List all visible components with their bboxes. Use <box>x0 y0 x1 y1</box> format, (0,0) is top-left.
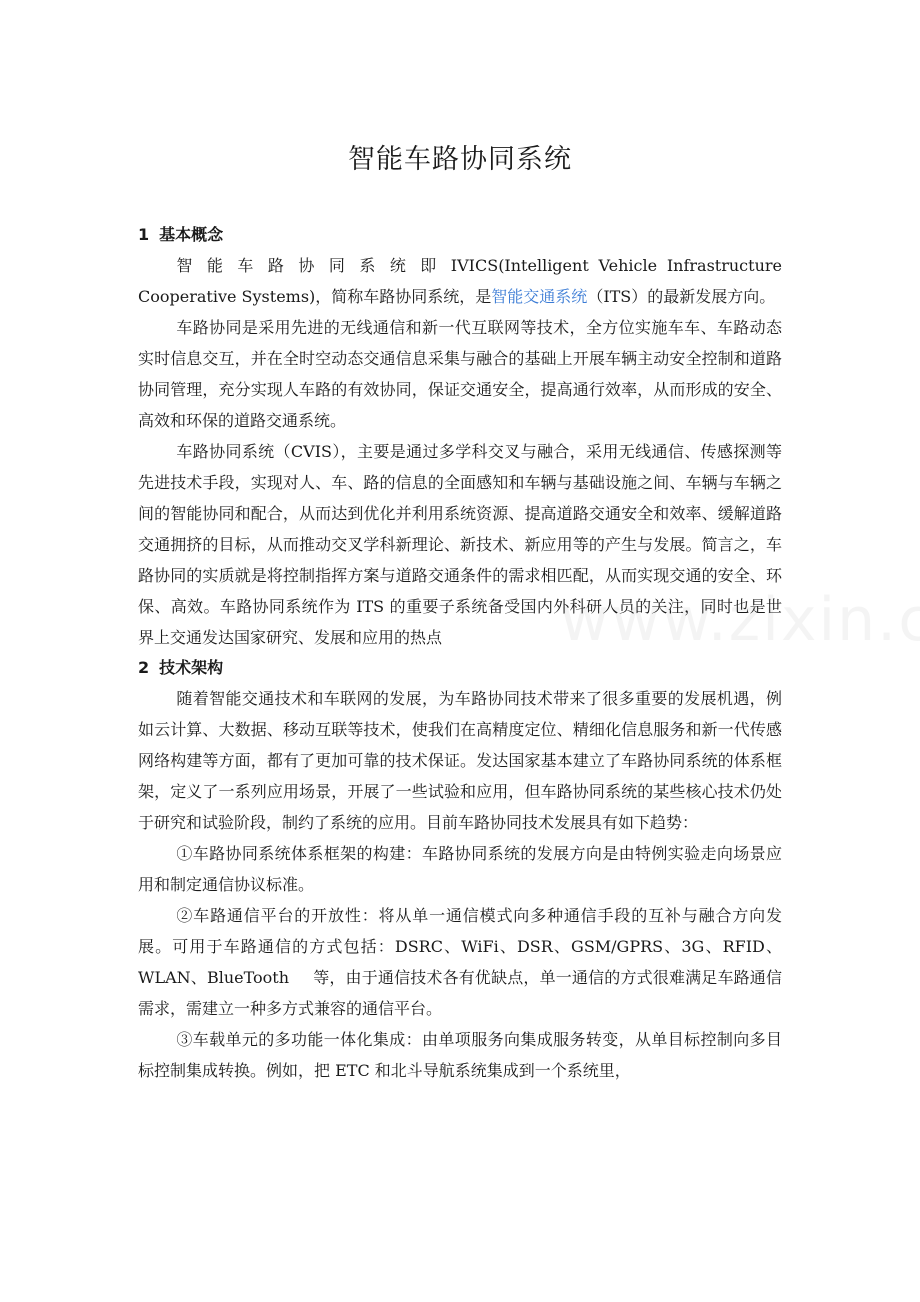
its-link[interactable]: 智能交通系统 <box>491 287 588 306</box>
paragraph: 车路协同是采用先进的无线通信和新一代互联网等技术，全方位实施车车、车路动态实时信息交互，并在全时空动态交通信息采集与融合的基础上开展车辆主动安全控制和道路协同管理，充分实现人车路的有效协同，保证交通安全，提高通行效率，从而形成的安全、高效和环保的道路交通系统。 <box>138 318 782 430</box>
paragraph-text: 智 能 车 路 协 同 系 统 即 IVICS(Intelligent Vehicle Infrastructure Cooperative Systems)，简称车路协同系统，是 <box>138 256 782 306</box>
section-heading-2 <box>138 653 782 683</box>
section-heading-1 <box>138 220 782 250</box>
paragraph <box>138 250 782 312</box>
section-number: 1 <box>138 225 150 244</box>
paragraph: 车路协同系统（CVIS），主要是通过多学科交叉与融合，采用无线通信、传感探测等先进技术手段，实现对人、车、路的信息的全面感知和车辆与基础设施之间、车辆与车辆之间的智能协同和配合，从而达到优化并利用系统资源、提高道路交通安全和效率、缓解道路交通拥挤的目标，从而推动交叉学科新理论、新技术、新应用等的产生与发展。简言之，车路协同的实质就是将控制指挥方案与道路交通条件的需求相匹配，从而实现交通的安全、环保、高效。车路协同系统作为 ITS 的重要子系统备受国内外科研人员的关注，同时也是世界上交通发达国家研究、发展和应用的热点 <box>138 442 782 647</box>
section-number: 2 <box>138 658 150 677</box>
paragraph: 随着智能交通技术和车联网的发展，为车路协同技术带来了很多重要的发展机遇，例如云计算、大数据、移动互联等技术，使我们在高精度定位、精细化信息服务和新一代传感网络构建等方面，都有了更加可靠的技术保证。发达国家基本建立了车路协同系统的体系框架，定义了一系列应用场景，开展了一些试验和应用，但车路协同系统的某些核心技术仍处于研究和试验阶段，制约了系统的应用。目前车路协同技术发展具有如下趋势： <box>138 689 782 832</box>
document-page <box>138 0 782 1086</box>
document-title: 智能车路协同系统 <box>348 144 572 175</box>
paragraph: ①车路协同系统体系框架的构建：车路协同系统的发展方向是由特例实验走向场景应用和制定通信协议标准。 <box>138 844 782 894</box>
paragraph-text: （ITS）的最新发展方向。 <box>587 287 776 306</box>
paragraph: ③车载单元的多功能一体化集成：由单项服务向集成服务转变，从单目标控制向多目标控制集成转换。例如，把 ETC 和北斗导航系统集成到一个系统里， <box>138 1030 782 1080</box>
paragraph-text: 等，由于通信技术各有优缺点，单一通信的方式很难满足车路通信需求，需建立一种多方式兼容的通信平台。 <box>138 968 782 1018</box>
paragraph-text: ②车路通信平台的开放性：将从单一通信模式向多种通信手段的互补与融合方向发展。可用于车路通信的方式包括：DSRC、WiFi、DSR、GSM/GPRS、3G、RFID、WLAN、BlueTooth <box>138 906 782 987</box>
section-title: 技术架构 <box>159 658 224 677</box>
section-title: 基本概念 <box>159 225 224 244</box>
paragraph <box>138 900 782 1024</box>
